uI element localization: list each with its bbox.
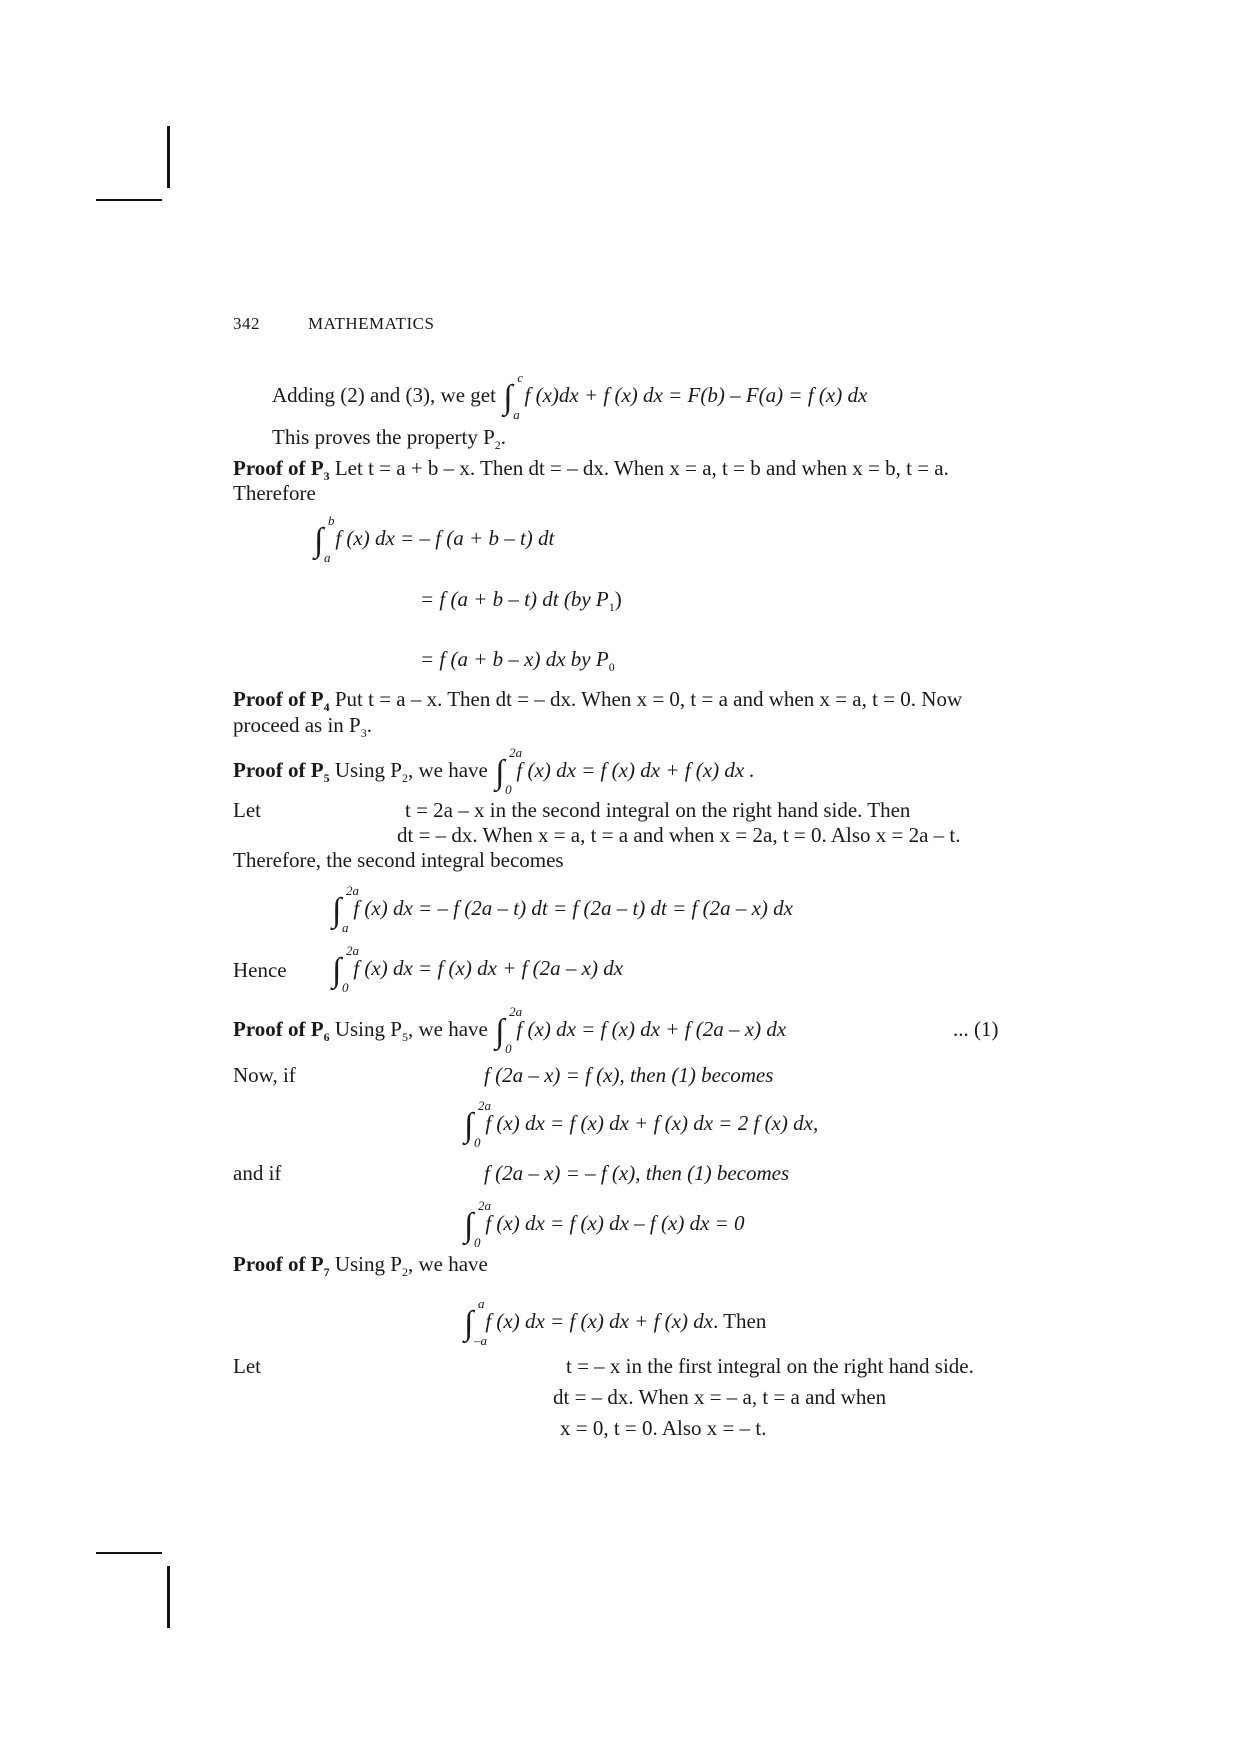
text: . Then (713, 1309, 767, 1333)
equation (330, 943, 624, 995)
text-line (233, 480, 316, 506)
integral-sign: ∫ 2a 0 (495, 745, 523, 797)
page-number: 342 (233, 314, 260, 333)
text-line (566, 1353, 974, 1379)
formula: = f (a + b – x) dx by P (420, 647, 609, 671)
text-line (233, 797, 261, 823)
text-line (233, 455, 949, 481)
text: Put t = a – x. Then dt = – dx. When x = 0, t = a and when x = a, t = 0. Now (334, 687, 963, 711)
text-line (233, 712, 372, 738)
formula: f (x) dx = – f (2a – t) dt = f (2a – t) dt = f (2a – x) dx (353, 896, 793, 920)
text-line (233, 957, 287, 983)
proof-heading: Proof of P (233, 758, 324, 782)
text: Therefore, the second integral becomes (233, 848, 564, 872)
integral-sign: ∫ a –a (464, 1296, 487, 1348)
text: Using P (334, 758, 402, 782)
text-line (560, 1415, 766, 1441)
text-line (233, 745, 755, 797)
running-title: MATHEMATICS (308, 314, 435, 333)
text: ) (614, 587, 622, 611)
equation-number: ... (1) (953, 1017, 999, 1041)
text-line (233, 686, 962, 712)
text-line (233, 847, 564, 873)
text: dt = – dx. When x = – a, t = a and when (553, 1385, 887, 1409)
subscript: 2 (494, 438, 501, 452)
text: x = 0, t = 0. Also x = – t. (560, 1416, 767, 1440)
text: . (366, 713, 372, 737)
text: and if (233, 1161, 282, 1185)
text: Now, if (233, 1063, 296, 1087)
text: Let t = a + b – x. Then dt = – dx. When x = a, t = b and when x = b, t = a. (334, 456, 949, 480)
integral-sign: ∫ b a (314, 513, 335, 565)
text-line (397, 822, 961, 848)
formula: f (2a – x) = – f (x), then (1) becomes (484, 1161, 790, 1185)
text: t = – x in the first integral on the right hand side. (566, 1354, 974, 1378)
text: t = 2a – x in the second integral on the right hand side. Then (405, 798, 911, 822)
subscript: 5 (401, 1030, 408, 1044)
proof-heading: Proof of P (233, 1017, 324, 1041)
formula: f (x) dx = f (x) dx + f (x) dx (485, 1309, 714, 1333)
text-line (405, 797, 910, 823)
crop-mark-top-vertical (167, 126, 170, 188)
subscript: 3 (360, 726, 367, 740)
text: , we have (407, 1252, 488, 1276)
equation (312, 513, 555, 565)
integral-sign: ∫ 2a a (332, 883, 359, 935)
text: This proves the property P (272, 425, 495, 449)
subscript: 2 (401, 1265, 408, 1279)
crop-mark-top-horizontal (96, 199, 162, 201)
text: Adding (2) and (3), we get (272, 383, 496, 407)
crop-mark-bottom-horizontal (96, 1552, 162, 1554)
text-line (484, 1160, 789, 1186)
proof-heading: Proof of P (233, 1252, 324, 1276)
text-line (553, 1384, 886, 1410)
integral-sign: ∫ c a (503, 370, 523, 422)
equation (462, 1296, 767, 1348)
text: Hence (233, 958, 287, 982)
text-line (233, 1251, 488, 1277)
formula: f (2a – x) = f (x), then (1) becomes (484, 1063, 774, 1087)
equation (330, 883, 793, 935)
subscript: 6 (323, 1030, 330, 1044)
text-line (484, 1062, 773, 1088)
proof-heading: Proof of P (233, 687, 324, 711)
subscript: 7 (323, 1265, 330, 1279)
text: , we have (407, 758, 488, 782)
integral-sign: ∫ 2a 0 (332, 943, 359, 995)
text-line (233, 1160, 281, 1186)
text: Let (233, 1354, 261, 1378)
formula: f (x) dx = f (x) dx – f (x) dx = 0 (485, 1211, 745, 1235)
equation (420, 646, 615, 672)
equation (462, 1198, 745, 1250)
equation (420, 586, 622, 612)
equation (462, 1098, 819, 1150)
formula: f (x)dx + f (x) dx = F(b) – F(a) = f (x) dx (524, 383, 868, 407)
text: Let (233, 798, 261, 822)
text: proceed as in P (233, 713, 361, 737)
text-line (233, 1062, 296, 1088)
subscript: 4 (323, 700, 330, 714)
text-line (233, 1004, 787, 1056)
integral-sign: ∫ 2a 0 (495, 1004, 523, 1056)
subscript: 0 (608, 660, 615, 674)
crop-mark-bottom-vertical (167, 1566, 170, 1628)
text: , we have (407, 1017, 488, 1041)
text-line (233, 1353, 261, 1379)
subscript: 2 (401, 771, 408, 785)
subscript: 5 (323, 771, 330, 785)
integral-sign: ∫ 2a 0 (464, 1198, 491, 1250)
text: Using P (334, 1017, 402, 1041)
subscript: 1 (608, 600, 615, 614)
proof-heading: Proof of P (233, 456, 324, 480)
text: dt = – dx. When x = a, t = a and when x = 2a, t = 0. Also x = 2a – t. (397, 823, 961, 847)
integral-sign: ∫ 2a 0 (464, 1098, 491, 1150)
formula: f (x) dx = f (x) dx + f (2a – x) dx (353, 956, 624, 980)
formula: f (x) dx = f (x) dx + f (2a – x) dx (516, 1017, 787, 1041)
formula: = f (a + b – t) dt (by P (420, 587, 609, 611)
text-line (272, 370, 868, 422)
formula: f (x) dx = f (x) dx + f (x) dx = 2 f (x) dx, (485, 1111, 819, 1135)
text: Using P (334, 1252, 402, 1276)
formula: f (x) dx = – f (a + b – t) dt (335, 526, 555, 550)
text-line: This proves the property $P_2$. (272, 425, 507, 452)
subscript: 3 (323, 469, 330, 483)
text: Therefore (233, 481, 316, 505)
formula: f (x) dx = f (x) dx + f (x) dx . (516, 758, 755, 782)
